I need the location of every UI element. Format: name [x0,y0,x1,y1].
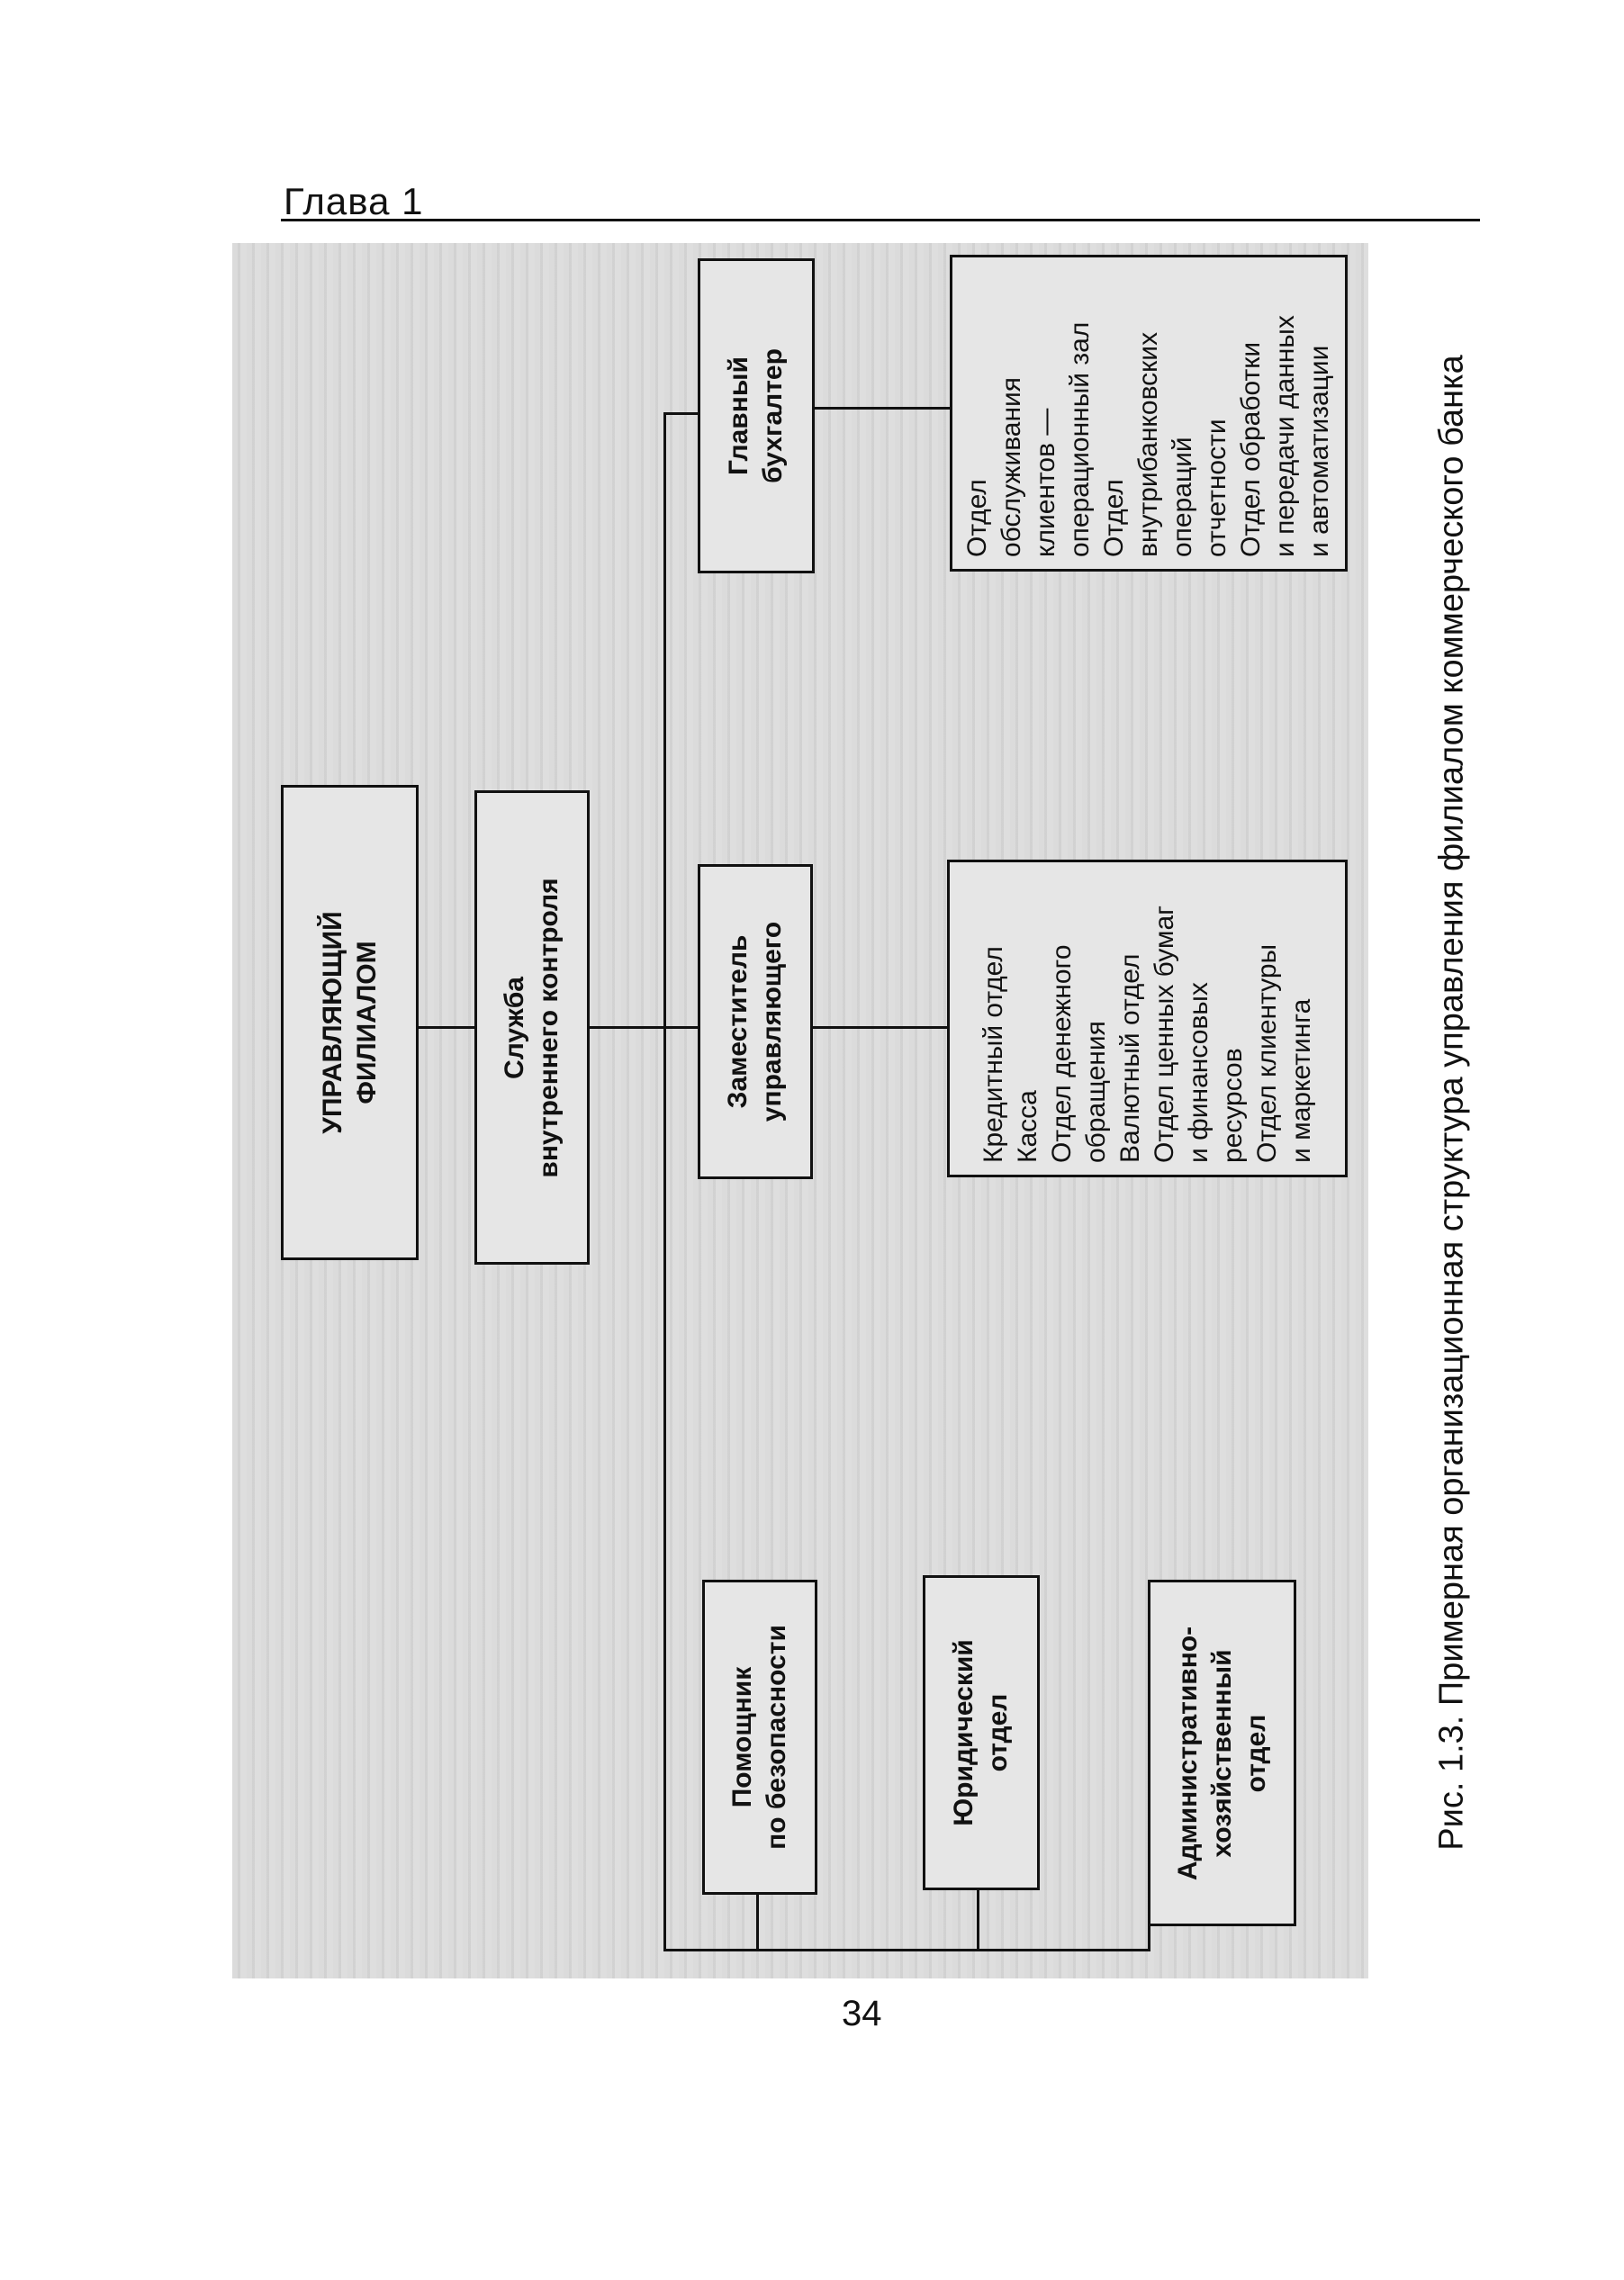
deputy-dept-line-1: Кредитный отдел [978,945,1008,1163]
deputy-line-1: Заместитель [723,934,753,1109]
internal-control-line-2: внутреннего контроля [534,877,564,1178]
deputy-dept-line-9: Отдел клиентуры [1251,943,1282,1163]
accountant-dept-line-5: Отдел [1099,479,1129,557]
deputy-dept-line-5: Валютный отдел [1114,953,1145,1163]
internal-control-box [474,790,590,1265]
connector-main-bus [663,412,666,1951]
accountant-dept-line-11: и автоматизации [1304,345,1334,557]
accountant-dept-line-1: Отдел [962,479,992,557]
connector-legal [977,1890,979,1951]
internal-control-line-1: Служба [500,976,529,1079]
accountant-dept-line-7: операций [1168,437,1197,557]
accountant-dept-line-6: внутрибанковских [1133,331,1163,557]
connector-admin [1148,1926,1150,1951]
accountant-dept-line-4: операционный зал [1065,321,1095,557]
connector-deputy-departments [810,1026,950,1029]
accountant-dept-line-2: обслуживания [997,376,1026,557]
admin-line-2: хозяйственный [1206,1648,1237,1858]
deputy-dept-line-3: Отдел денежного [1046,943,1077,1163]
manager-line-1: УПРАВЛЯЮЩИЙ [317,911,347,1134]
header-rule [281,219,1480,221]
figure-caption: Рис. 1.3. Примерная организационная структура управления филиалом коммерческого банка [1432,355,1471,1851]
legal-line-1: Юридический [949,1639,979,1826]
deputy-line-2: управляющего [757,921,787,1122]
chapter-header: Глава 1 [284,180,424,222]
connector-bus-deputy [663,1026,699,1029]
connector-security [756,1895,759,1951]
security-line-2: по безопасности [762,1625,791,1850]
legal-line-2: отдел [983,1693,1013,1772]
connector-control-bus [585,1026,666,1029]
manager-line-2: ФИЛИАЛОМ [351,941,382,1104]
deputy-dept-line-4: обращения [1080,1020,1111,1163]
legal-box [923,1575,1040,1890]
connector-bottom-bus [663,1949,1150,1951]
admin-line-1: Административно- [1172,1626,1203,1880]
deputy-box [698,864,813,1179]
deputy-dept-line-2: Касса [1012,1089,1042,1163]
deputy-dept-line-8: ресурсов [1217,1047,1248,1163]
chief-accountant-box [698,258,815,573]
manager-box [281,785,419,1260]
security-box [702,1580,817,1895]
security-line-1: Помощник [727,1666,757,1808]
deputy-dept-line-6: Отдел ценных бумаг [1149,905,1179,1163]
accountant-dept-line-10: и передачи данных [1270,315,1300,557]
chief-accountant-line-2: бухгалтер [758,348,788,483]
deputy-dept-line-10: и маркетинга [1286,998,1316,1163]
deputy-departments-box [947,860,1348,1177]
connector-manager-control [414,1026,477,1029]
connector-accountant-departments [815,407,952,410]
connector-bus-accountant [663,412,699,415]
accountant-dept-line-9: Отдел обработки [1236,341,1266,557]
accountant-dept-line-3: клиентов — [1031,408,1060,557]
chief-accountant-line-1: Главный [724,356,753,475]
admin-box [1148,1580,1296,1926]
accountant-dept-line-8: отчетности [1202,419,1232,557]
admin-line-3: отдел [1241,1714,1271,1792]
page-number: 34 [842,1994,882,2033]
accountant-departments-box [950,255,1348,572]
deputy-dept-line-7: и финансовых [1183,981,1213,1163]
